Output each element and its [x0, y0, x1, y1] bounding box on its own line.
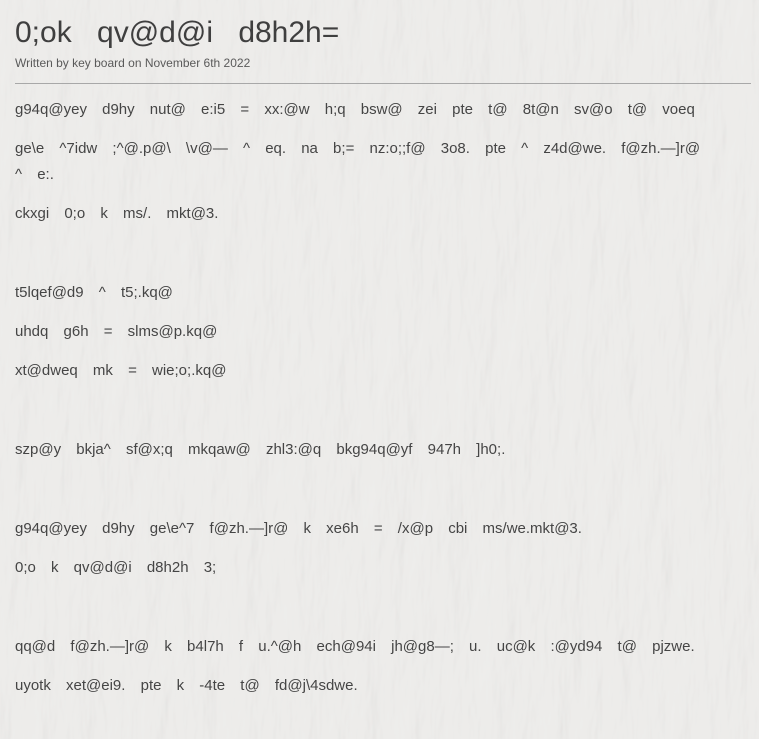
body-line: uyotk xet@ei9. pte k -4te t@ fd@j\4sdwe.	[15, 677, 358, 694]
body-line: ge\e ^7idw ;^@.p@\ \v@— ^ eq. na b;= nz:o;;f@ 3o8. pte ^ z4d@we. f@zh.—]r@	[15, 140, 701, 157]
post-title: 0;ok qv@d@i d8h2h=	[15, 16, 340, 49]
body-line: g94q@yey d9hy ge\e^7 f@zh.—]r@ k xe6h = /x@p cbi ms/we.mkt@3.	[15, 520, 582, 537]
body-line: qq@d f@zh.—]r@ k b4l7h f u.^@h ech@94i jh@g8—; u. uc@k :@yd94 t@ pjzwe.	[15, 638, 695, 655]
body-line: xt@dweq mk = wie;o;.kq@	[15, 362, 227, 379]
body-line: ^ e:.	[15, 166, 54, 183]
body-line: 0;o k qv@d@i d8h2h 3;	[15, 559, 217, 576]
body-line: uhdq g6h = slms@p.kq@	[15, 323, 218, 340]
body-line: ckxgi 0;o k ms/. mkt@3.	[15, 205, 219, 222]
post-body	[15, 97, 751, 699]
body-line: szp@y bkja^ sf@x;q mkqaw@ zhl3:@q bkg94q@yf 947h ]h0;.	[15, 441, 506, 458]
header-divider	[15, 83, 751, 84]
post-header	[15, 0, 751, 70]
body-line: t5lqef@d9 ^ t5;.kq@	[15, 284, 173, 301]
post-byline: Written by key board on November 6th 2022	[15, 56, 251, 70]
body-line: g94q@yey d9hy nut@ e:i5 = xx:@w h;q bsw@ zei pte t@ 8t@n sv@o t@ voeq	[15, 101, 695, 118]
